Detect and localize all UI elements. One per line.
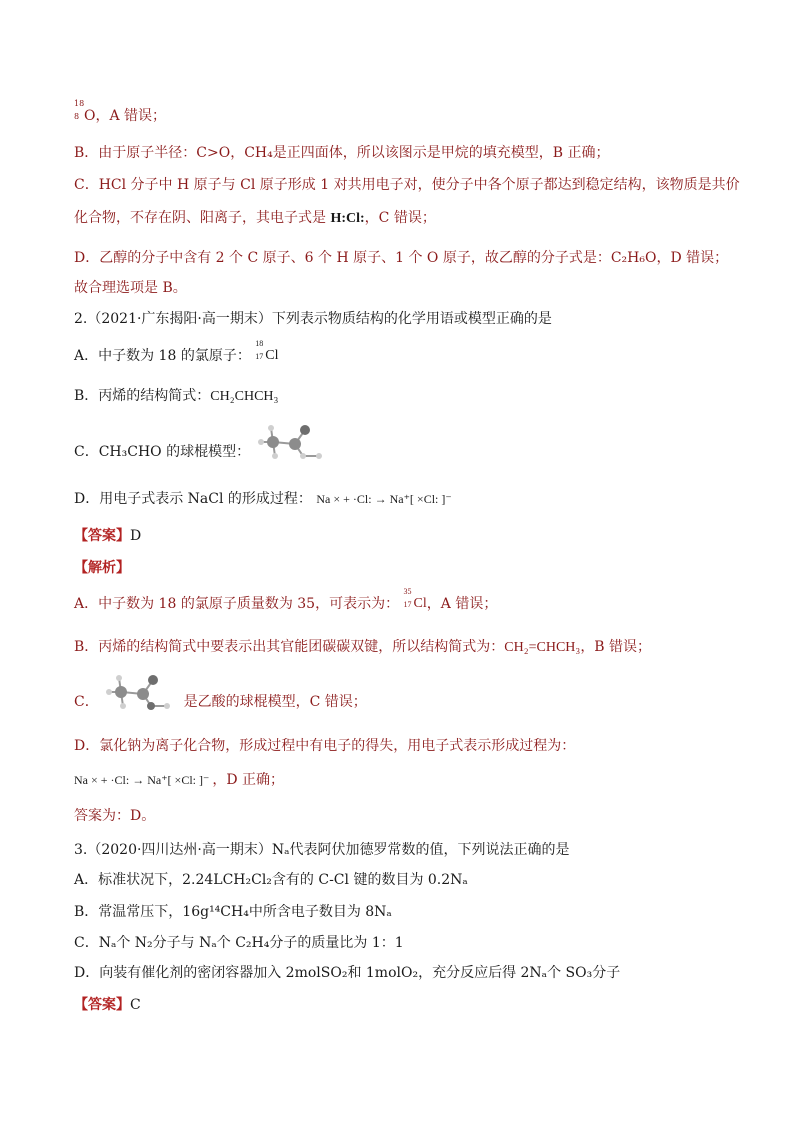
q3-option-a: A．标准状况下，2.24LCH₂Cl₂含有的 C-Cl 键的数目为 0.2Nₐ (74, 872, 468, 888)
q1-option-a-explanation: 18 8 O，A 错误； (74, 99, 167, 124)
chlorine-35-nuclide: 35 17 Cl (403, 587, 427, 611)
oxygen-nuclide: 18 8 O (74, 99, 96, 124)
q2-option-d: D．用电子式表示 NaCl 的形成过程： Na × + ·Cl: → Na⁺[ ×Cl: ]⁻ (74, 491, 452, 507)
q1-option-c-explanation-line2: 化合物，不存在阴、阳离子，其电子式是 H:Cl:，C 错误； (74, 210, 436, 226)
q2-explanation-d-equation: Na × + ·Cl: → Na⁺[ ×Cl: ]⁻ ，D 正确； (74, 772, 285, 788)
q2-option-a: A．中子数为 18 的氯原子： 18 17 Cl (74, 339, 279, 364)
q1-conclusion: 故合理选项是 B。 (74, 280, 187, 296)
q3-title: 3.（2020·四川达州·高一期末）Nₐ代表阿伏加德罗常数的值，下列说法正确的是 (74, 842, 570, 858)
q2-explanation-a: A．中子数为 18 的氯原子质量数为 35，可表示为： 35 17 Cl，A 错误； (74, 587, 498, 612)
q2-title: 2.（2021·广东揭阳·高一期末）下列表示物质结构的化学用语或模型正确的是 (74, 311, 552, 327)
q3-option-d: D．向装有催化剂的密闭容器加入 2molSO₂和 1molO₂，充分反应后得 2Nₐ个 SO₃分子 (74, 965, 621, 981)
q2-explanation-c: C． 是乙酸的球棍模型，C 错误； (74, 688, 754, 716)
ball-stick-model-icon (255, 422, 325, 466)
q2-explanation-d: D．氯化钠为离子化合物，形成过程中有电子的得失，用电子式表示形成过程为： (74, 738, 576, 754)
nacl-formation-equation: Na × + ·Cl: → Na⁺[ ×Cl: ]⁻ (316, 492, 452, 506)
nacl-formation-equation-2: Na × + ·Cl: → Na⁺[ ×Cl: ]⁻ (74, 773, 210, 787)
q1-option-d-explanation: D．乙醇的分子中含有 2 个 C 原子、6 个 H 原子、1 个 O 原子，故乙醇的分子式是：C₂H₆O，D 错误； (74, 250, 729, 266)
q2-explanation-conclusion: 答案为：D。 (74, 808, 156, 824)
acetic-acid-ball-stick-icon (103, 672, 173, 716)
chlorine-nuclide: 18 17 Cl (255, 339, 279, 363)
q2-option-c: C．CH₃CHO 的球棍模型： (74, 438, 754, 466)
q3-answer: 【答案】C (74, 997, 141, 1013)
q3-option-b: B．常温常压下，16g¹⁴CH₄中所含电子数目为 8Nₐ (74, 904, 392, 920)
q2-answer: 【答案】D (74, 528, 142, 544)
hcl-electron-formula: H:Cl: (330, 211, 365, 226)
q2-analysis-heading: 【解析】 (74, 560, 130, 576)
q2-explanation-b: B．丙烯的结构简式中要表示出其官能团碳碳双键，所以结构简式为：CH₂=CHCH₃，B 错误； (74, 639, 652, 655)
q1-option-b-explanation: B．由于原子半径：C>O，CH₄是正四面体，所以该图示是甲烷的填充模型，B 正确； (74, 145, 610, 161)
q2-option-b: B．丙烯的结构简式：CH₂CHCH₃ (74, 388, 279, 404)
q1-option-c-explanation-line1: C．HCl 分子中 H 原子与 Cl 原子形成 1 对共用电子对，使分子中各个原子都达到稳定结构，该物质是共价 (74, 177, 740, 193)
q3-option-c: C．Nₐ个 N₂分子与 Nₐ个 C₂H₄分子的质量比为 1：1 (74, 935, 404, 951)
